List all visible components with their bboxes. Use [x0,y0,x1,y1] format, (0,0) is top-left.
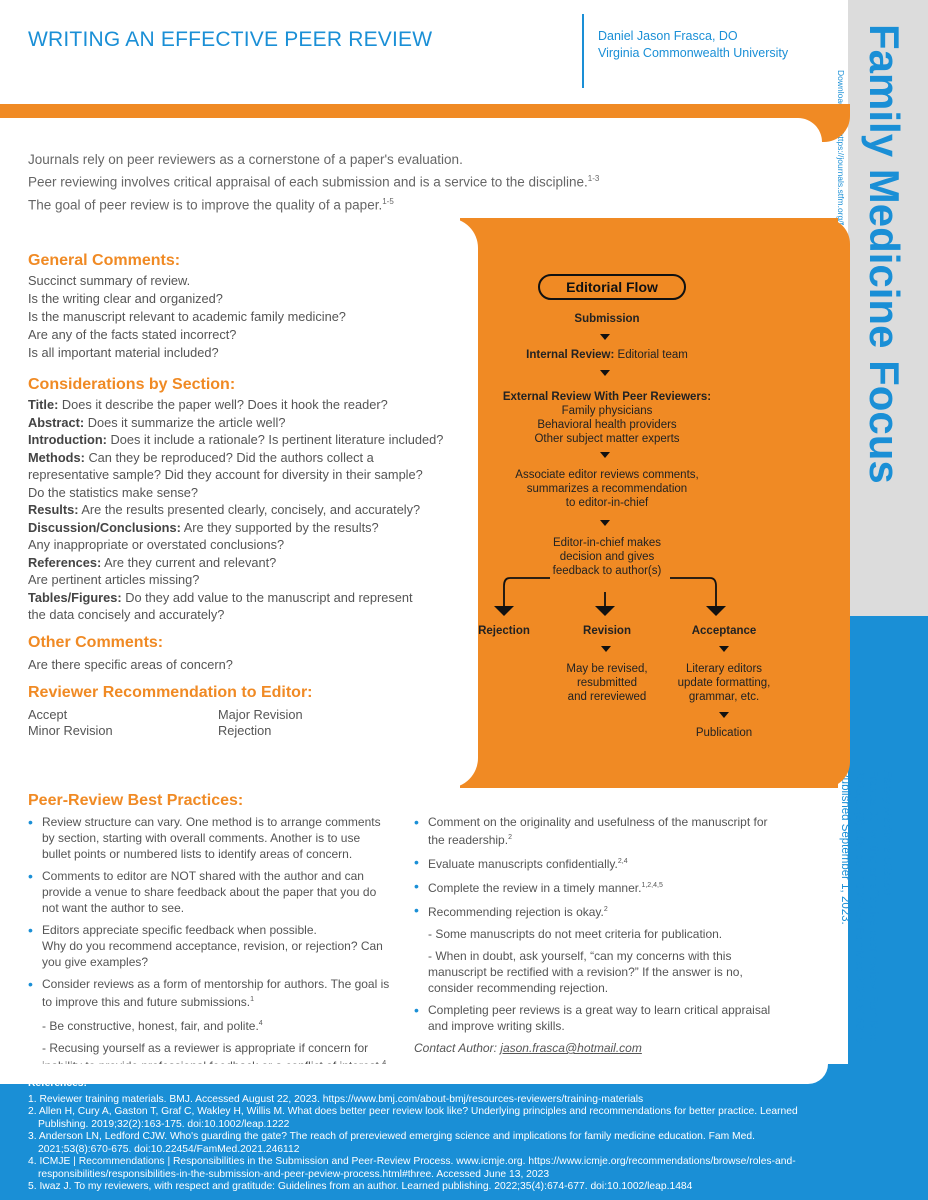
flow-arrow-down-icon [600,520,610,526]
list-item: • Completing peer reviews is a great way to learn critical appraisal and improve writing skills. [414,1002,780,1034]
flow-arrow-down-icon [600,334,610,340]
option-reject: Rejection [218,723,272,738]
references-heading: References: [28,1078,87,1089]
list-subitem: - Be constructive, honest, fair, and polite.$^4$ [42,1019,263,1033]
list-subitem: - Recusing yourself as a reviewer is appropriate if concern for [42,1041,369,1055]
citation-line-2: 2023;55(8):566. doi: 10.22454/FamMed.2023.616815 [853,770,865,1044]
flow-publication: Publication [695,727,753,739]
page-title: WRITING AN EFFECTIVE PEER REVIEW [28,28,433,51]
recommendation-section [28,684,448,742]
flow-acceptance-detail: Literary editors update formatting, grammar, etc. [677,663,771,703]
option-minor: Minor Revision [28,723,113,738]
other-section [28,634,233,674]
list-item: • Editors appreciate specific feedback when possible. Why do you recommend acceptance, revision, or rejection? Can you give examples? [28,922,390,970]
flow-arrow-down-icon [601,646,611,652]
option-accept: Accept [28,707,68,722]
general-item: Succinct summary of review. [28,273,191,288]
reference-item: 3. Anderson LN, Ledford CJW. Who's guarding the gate? The reach of prereviewed emerging science and implications for family medicine education. Fam Med. 2021;53(8):670-675. doi:10.22454/FamMed.2021.246112 [28,1131,755,1155]
citation-title: Family Medicine Citation [881,770,893,896]
flow-revision: Revision [583,625,631,637]
other-heading: Other Comments: [28,634,164,651]
considerations-section: Considerations by Section: Title: Does it describe the paper well? Does it hook the reader? Abstract: Does it summarize the article well? Introduction: Does it include a rationale? Is pertinent literature included? Methods: Can they be reproduced? Did the authors collect a representative sample? Did they account for diversity in their sample? Do the statistics make sense? Results: Are the results presented clearly, concisely, and accurately? Discussion/Conclusions: Are they supported by the results? Any inappropriate or overstated conclusions? References: Are they current and relevant? Are pertinent articles missing? Tables/Figures: Do they add value to the manuscript and represent the data concisely and accurately? [28,376,468,624]
option-major: Major Revision [218,707,303,722]
citation-block [839,770,928,1070]
flow-arrow-down-icon [719,646,729,652]
flow-associate: Associate editor reviews comments, summarizes a recommendation to editor-in-chief [515,469,699,509]
best-practices-heading: Peer-Review Best Practices: [28,792,244,809]
recommendation-heading: Reviewer Recommendation to Editor: [28,684,313,701]
intro-text: Journals rely on peer reviewers as a cornerstone of a paper's evaluation. Peer reviewing involves critical appraisal of each submission and is a service to the discipline.$^{1-3}$ The goal of peer review is to improve the quality of a paper.$^{1-5}$ [28,152,600,212]
flow-arrow-down-icon [600,370,610,376]
general-item: Is all important material included? [28,345,219,360]
flow-branch-icon [480,570,740,622]
general-section [28,252,346,362]
other-text: Are there specific areas of concern? [28,657,233,672]
reference-item: 1. Reviewer training materials. BMJ. Accessed August 22, 2023. https://www.bmj.com/about-bmj/resources-reviewers/training-materials [28,1093,644,1105]
list-subitem: - Some manuscripts do not meet criteria for publication. [428,927,723,941]
citation-line-3: Published September 1, 2023. [839,770,851,925]
editorial-flow-title: Editorial Flow [538,274,686,300]
reference-item: 2. Allen H, Cury A, Gaston T, Graf C, Wakley H, Willis M. What does better peer review look like? Underlying principles and recommendations for better practice. Learned Publishing. 2019;32(2):163-175. doi:10.1002/leap.1222 [28,1106,798,1130]
reference-item: 4. ICMJE | Recommendations | Responsibilities in the Submission and Peer-Review Process. www.icmje.org. https://www.icmje.org/recommendations/browse/roles-and-responsibilities/responsibilities-in-the-submission-and-peer-peview-process.html#three. Accessed June 13, 2023 [28,1156,796,1180]
list-item: • Comments to editor are NOT shared with the author and can provide a venue to share feedback about the paper that you do not want the author to see. [28,868,390,916]
author-name: Daniel Jason Frasca, DO [598,29,738,43]
references [28,1078,828,1194]
header-divider [582,14,584,88]
list-item: • Complete the review in a timely manner.$^{1,2,4,5}$ [414,878,780,896]
best-practices-right [414,814,780,1056]
flow-arrow-down-icon [600,452,610,458]
flow-internal: Internal Review: Editorial team [526,349,688,361]
flow-revision-detail: May be revised, resubmitted and rereviewed [566,663,648,703]
general-heading: General Comments: [28,252,181,269]
list-subitem: - When in doubt, ask yourself, “can my concerns with this manuscript be rectified with a revision?” If the answer is no, consider recommending rejection. [428,949,743,995]
list-item: • Evaluate manuscripts confidentially.$^{2,4}$ [414,854,780,872]
list-item: • Comment on the originality and usefulness of the manuscript for the readership.$^2$ [414,814,780,848]
journal-title: Family Medicine Focus [861,24,908,484]
general-item: Are any of the facts stated incorrect? [28,327,237,342]
flow-external: External Review With Peer Reviewers: Family physicians Behavioral health providers Other subject matter experts [502,391,712,445]
author-institution: Virginia Commonwealth University [598,46,789,60]
contact-author: Contact Author: jason.frasca@hotmail.com [414,1041,642,1055]
flow-submission: Submission [574,313,640,325]
list-item: • Review structure can vary. One method is to arrange comments by section, starting with overall comments. Another is to use bullet points or numbered lists to identify areas of concern. [28,814,390,862]
citation-line-1: Frasca DJ. Writing an effective peer review. Fam Med. [867,770,879,1047]
reference-item: 5. Iwaz J. To my reviewers, with respect and gratitude: Guidelines from an author. Learned publishing. 2022;35(4):674-677. doi:10.1002/leap.1484 [28,1181,693,1192]
contact-email-link[interactable]: jason.frasca@hotmail.com [500,1041,642,1055]
best-practices-left [28,814,390,1080]
considerations-heading: Considerations by Section: [28,376,236,393]
author-block [598,28,788,62]
list-item: • Consider reviews as a form of mentorship for authors. The goal is to improve this and future submissions.$^1$ [28,976,390,1010]
list-item: • Recommending rejection is okay.$^2$ [414,902,780,920]
general-item: Is the writing clear and organized? [28,291,223,306]
flow-editor-in-chief: Editor-in-chief makes decision and gives feedback to author(s) [552,537,662,577]
flow-rejection: Rejection [478,625,530,637]
general-item: Is the manuscript relevant to academic family medicine? [28,309,346,324]
flow-acceptance: Acceptance [691,625,757,637]
flow-arrow-down-icon [719,712,729,718]
orange-band-cutout [0,118,822,142]
